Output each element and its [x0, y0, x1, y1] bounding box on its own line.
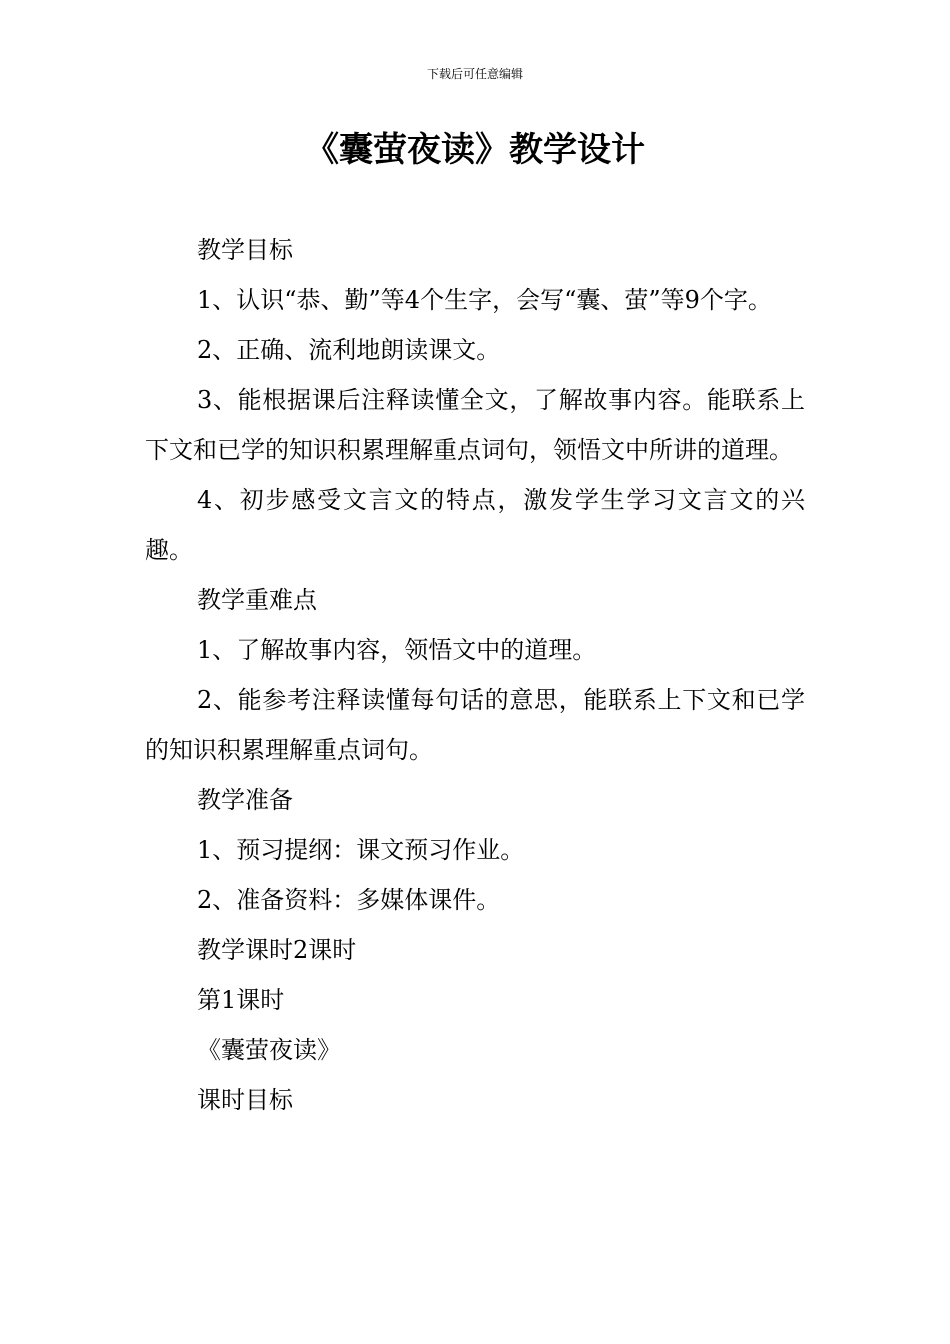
difficulty-item-1: 1、了解故事内容，领悟文中的道理。: [197, 636, 597, 664]
lesson-1-heading: 第1课时: [197, 986, 285, 1014]
heading-teaching-preparation: 教学准备: [197, 786, 293, 814]
document-title: 《囊萤夜读》教学设计: [305, 130, 645, 170]
lesson-text-title: 《囊萤夜读》: [197, 1036, 341, 1064]
preparation-item-1: 1、预习提纲：课文预习作业。: [197, 836, 525, 864]
teaching-periods: 教学课时2课时: [197, 936, 357, 964]
goal-item-3: 3、能根据课后注释读懂全文，了解故事内容。能联系上下文和已学的知识积累理解重点词句，领悟文中所讲的道理。: [145, 386, 805, 464]
goal-item-4: 4、初步感受文言文的特点，激发学生学习文言文的兴趣。: [145, 486, 805, 564]
preparation-item-2: 2、准备资料：多媒体课件。: [197, 886, 501, 914]
document-body: [145, 225, 805, 1125]
heading-teaching-goals: 教学目标: [197, 236, 293, 264]
difficulty-item-2: 2、能参考注释读懂每句话的意思，能联系上下文和已学的知识积累理解重点词句。: [145, 686, 805, 764]
header-note: 下载后可任意编辑: [426, 67, 523, 81]
goal-item-2: 2、正确、流利地朗读课文。: [197, 336, 501, 364]
heading-key-difficulties: 教学重难点: [197, 586, 317, 614]
goal-item-1: 1、认识“恭、勤”等4个生字，会写“囊、萤”等9个字。: [197, 286, 772, 314]
heading-lesson-goals: 课时目标: [197, 1086, 293, 1114]
